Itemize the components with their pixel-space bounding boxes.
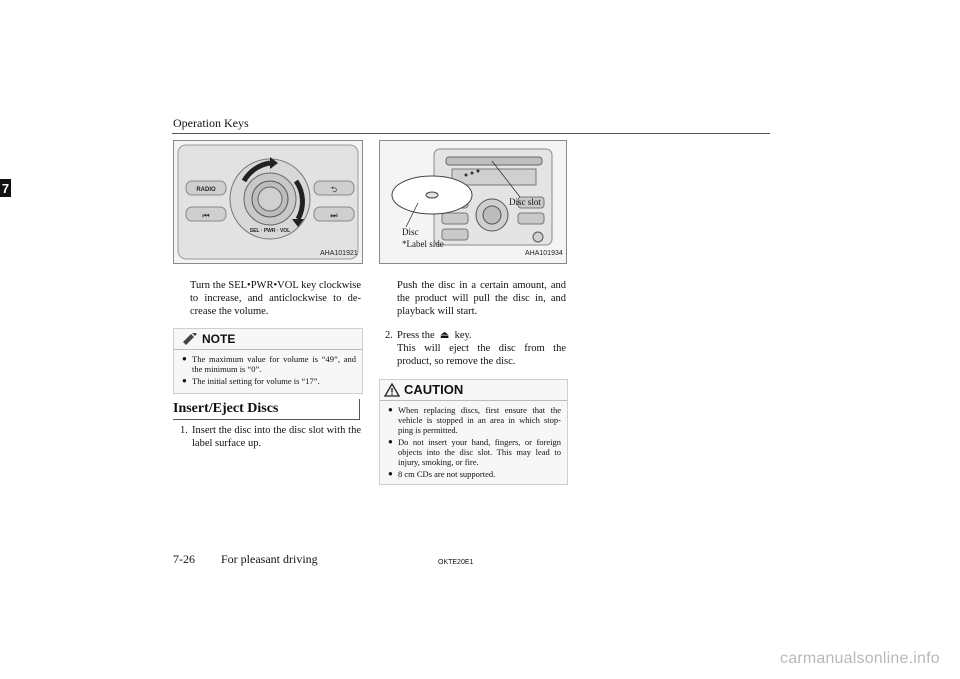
caution-heading-text: CAUTION <box>404 382 464 397</box>
eject-key-icon: ⏏ <box>439 330 450 341</box>
watermark-text: carmanualsonline.info <box>780 650 940 667</box>
note-pencil-icon <box>182 333 198 345</box>
footer-doc-code: OKTE20E1 <box>438 559 474 566</box>
caution-item: ● Do not insert your hand, fingers, or foreign objects into the disc slot. This may lead to injury, smoking, or fire. <box>388 437 561 467</box>
disc-slot-label: Disc slot <box>509 197 541 207</box>
section-title-rule <box>173 419 359 420</box>
figure-disc-insert <box>379 140 567 264</box>
next-track-icon: ⏭ <box>330 211 338 220</box>
caution-heading <box>384 382 567 397</box>
sel-pwr-vol-label: SEL · PWR · VOL <box>249 228 291 234</box>
page-header-title: Operation Keys <box>173 116 249 130</box>
step-1-number: 1. <box>180 425 188 436</box>
chapter-tab: 7 <box>1 180 10 196</box>
step-2-number: 2. <box>385 330 393 341</box>
section-title-insert-eject: Insert/Eject Discs <box>173 401 279 416</box>
caution-item: ● 8 cm CDs are not supported. <box>388 469 496 479</box>
step-1-text: Insert the disc into the disc slot with the label surface up. <box>192 425 361 449</box>
section-title-rule-end <box>359 399 360 420</box>
figure-code-1: AHA101921 <box>320 250 358 257</box>
volume-knob-illustration <box>174 141 362 263</box>
note-box <box>173 328 363 394</box>
footer-chapter-name: For pleasant driving <box>221 552 318 566</box>
header-rule <box>172 133 770 134</box>
note-heading-text: NOTE <box>202 332 236 346</box>
step-2-press-line: Press the ⏏ key. <box>397 330 472 341</box>
prev-track-icon: ⏮ <box>202 211 210 220</box>
note-heading <box>182 332 362 346</box>
note-item: ● The maximum value for volume is “49”, and the minimum is “0”. <box>182 354 356 374</box>
note-item: ● The initial setting for volume is “17”. <box>182 376 320 386</box>
volume-instruction: Turn the SEL•PWR•VOL key clockwise to increase, and anticlockwise to de- crease the volume. <box>190 280 361 317</box>
caution-warning-icon <box>384 383 400 397</box>
figure-code-2: AHA101934 <box>525 250 563 257</box>
caution-item: ● When replacing discs, first ensure that the vehicle is stopped in an area in which stop- ping is permitted. <box>388 405 561 435</box>
disc-insert-illustration <box>380 141 566 263</box>
label-side-label: *Label side <box>402 239 444 249</box>
disc-label: Disc <box>402 227 419 237</box>
back-arrow-icon: ⮌ <box>330 185 338 194</box>
figure-volume-knob <box>173 140 363 264</box>
radio-key-label: RADIO <box>196 187 216 193</box>
footer-page-number: 7-26 <box>173 552 195 566</box>
caution-box <box>379 379 568 485</box>
step-2-text: This will eject the disc from the product, so remove the disc. <box>397 343 566 367</box>
step-1-continued: Push the disc in a certain amount, and the product will pull the disc in, and playback will start. <box>397 280 566 317</box>
